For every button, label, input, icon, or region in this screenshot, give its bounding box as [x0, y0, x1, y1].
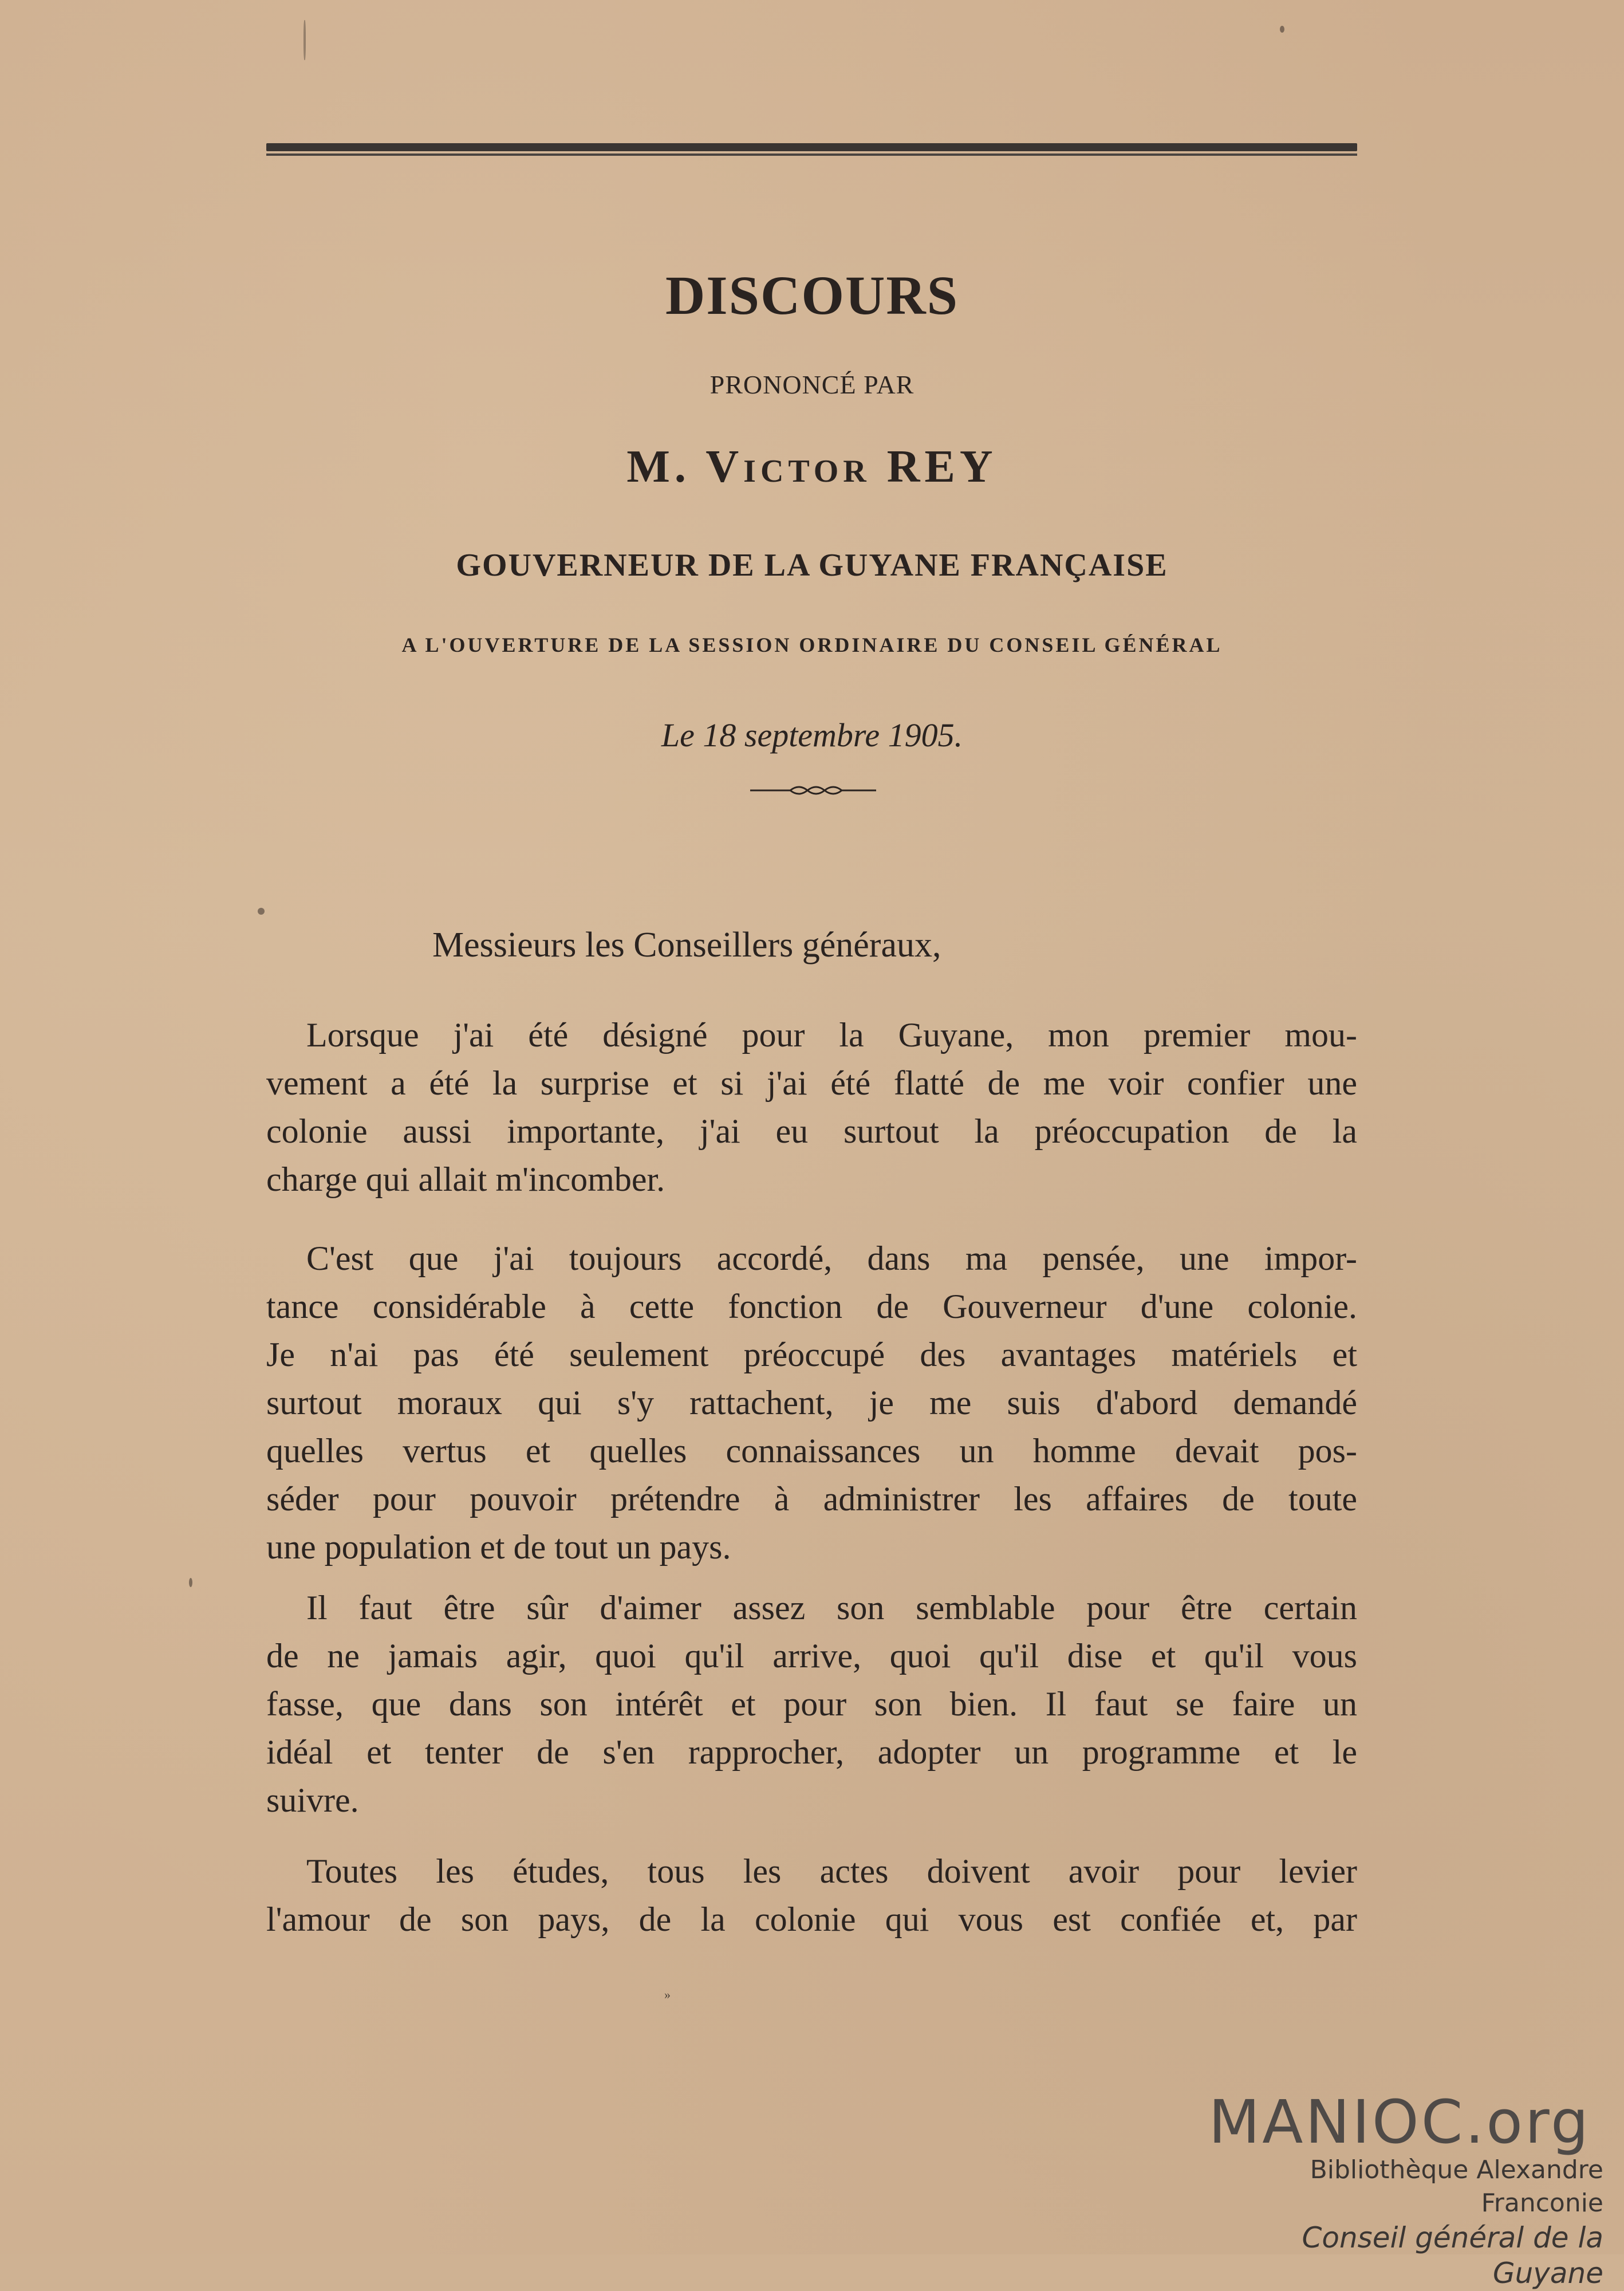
- paragraph-4: [266, 1847, 1357, 1943]
- text-line: surtout moraux qui s'y rattachent, je me suis d'abord demandé: [266, 1384, 1357, 1422]
- speaker-name: M. Victor REY: [626, 442, 998, 492]
- top-rule: [266, 143, 1357, 151]
- paper-speck: [189, 1578, 192, 1587]
- text-line: de ne jamais agir, quoi qu'il arrive, quoi qu'il dise et qu'il vous: [266, 1637, 1357, 1675]
- text-line: idéal et tenter de s'en rapprocher, adopter un programme et le: [266, 1733, 1357, 1771]
- pronounced-by: PRONONCÉ PAR: [709, 370, 915, 399]
- text-line: séder pour pouvoir prétendre à administrer les affaires de toute: [266, 1480, 1357, 1518]
- text-line: tance considérable à cette fonction de Gouverneur d'une colonie.: [266, 1288, 1357, 1325]
- council-name: Conseil général de la Guyane: [1302, 2221, 1603, 2290]
- ornament-divider-icon: [750, 782, 876, 799]
- text-line: C'est que j'ai toujours accordé, dans ma pensée, une impor-: [306, 1239, 1357, 1277]
- paragraph-1: [266, 1011, 1357, 1203]
- text-line: colonie aussi importante, j'ai eu surtout la préoccupation de la: [266, 1112, 1357, 1150]
- paper-speck: [1280, 26, 1284, 33]
- text-line: suivre.: [266, 1781, 359, 1819]
- text-line: Toutes les études, tous les actes doivent avoir pour levier: [306, 1852, 1357, 1890]
- occasion-line: A L'OUVERTURE DE LA SESSION ORDINAIRE DU CONSEIL GÉNÉRAL: [401, 633, 1223, 656]
- manioc-logo: MANIOC.org: [1208, 2087, 1591, 2157]
- text-line: vement a été la surprise et si j'ai été flatté de me voir confier une: [266, 1064, 1357, 1102]
- page-mark: »: [664, 1987, 671, 2002]
- speech-date: Le 18 septembre 1905.: [661, 717, 963, 754]
- document-title: DISCOURS: [665, 265, 959, 326]
- text-line: Lorsque j'ai été désigné pour la Guyane, mon premier mou-: [306, 1016, 1357, 1054]
- salutation: Messieurs les Conseillers généraux,: [432, 926, 941, 965]
- paragraph-2: [266, 1234, 1357, 1571]
- manioc-watermark: [1191, 2087, 1603, 2290]
- text-line: fasse, que dans son intérêt et pour son bien. Il faut se faire un: [266, 1685, 1357, 1723]
- paper-crease: [303, 20, 306, 60]
- paper-speck: [258, 908, 265, 915]
- top-rule-underline: [266, 153, 1357, 156]
- library-name: Bibliothèque Alexandre Franconie: [1310, 2155, 1603, 2218]
- text-line: charge qui allait m'incomber.: [266, 1160, 665, 1198]
- text-line: quelles vertus et quelles connaissances un homme devait pos-: [266, 1432, 1357, 1470]
- text-line: Il faut être sûr d'aimer assez son semblable pour être certain: [306, 1589, 1357, 1627]
- speaker-title: GOUVERNEUR DE LA GUYANE FRANÇAISE: [456, 548, 1168, 583]
- text-line: l'amour de son pays, de la colonie qui vous est confiée et, par: [266, 1900, 1357, 1938]
- paragraph-3: [266, 1584, 1357, 1824]
- text-line: une population et de tout un pays.: [266, 1528, 731, 1566]
- text-line: Je n'ai pas été seulement préoccupé des avantages matériels et: [266, 1336, 1357, 1373]
